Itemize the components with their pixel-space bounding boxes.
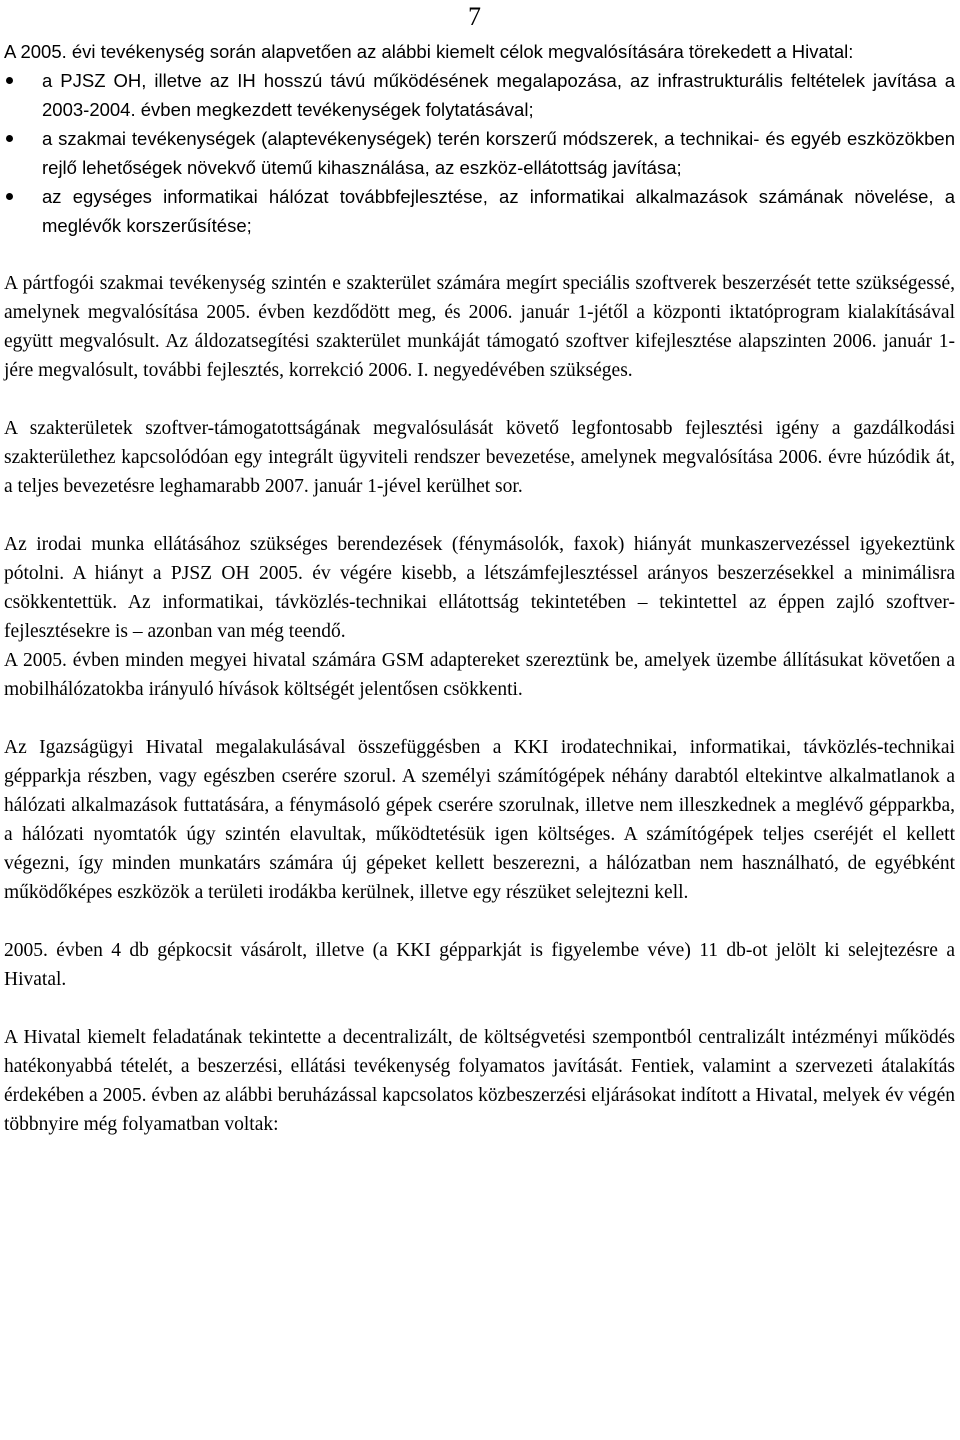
list-item [4,124,955,182]
bullet-icon [6,135,13,142]
paragraph-kki-equipment: Az Igazságügyi Hivatal megalakulásával összefüggésben a KKI irodatechnikai, informatikai, távközlés-technikai gépparkja részben, vagy egészben cserére szorul. A személyi számítógépek néhány darabtól eltekintve alkalmatlanok a hálózati alkalmazások futtatására, a fénymásoló gépek cserére szorulnak, illetve nem illeszkednek a meglévő gépparkba, a hálózati nyomtatók úgy szintén elavultak, működtetésük igen költséges. A számítógépek teljes cseréjét el kellett végezni, így minden munkatárs számára új gépeket kellett beszerezni, a hálózatban nem használható, de egyébként működőképes eszközök a területi irodákba kerülnek, illetve egy részüket selejtezni kell. [4,737,955,903]
list-item-text: a PJSZ OH, illetve az IH hosszú távú működésének megalapozása, az infrastrukturális feltételek javítása a 2003-2004. évben megkezdett tevékenységek folytatásával; [42,70,955,120]
paragraph-office-equipment: Az irodai munka ellátásához szükséges berendezések (fénymásolók, faxok) hiányát munkaszervezéssel igyekeztünk pótolni. A hiányt a PJSZ OH 2005. év végére kisebb, a létszámfejlesztéssel arányos beszerzésekkel a minimálisra csökkentettük. Az informatikai, távközlés-technikai ellátottság tekintetében – tekintettel az éppen zajló szoftver-fejlesztésekre is – azonban van még teendő. [4,534,955,642]
page-content [4,37,955,1139]
page-number: 7 [468,2,481,31]
goals-list [4,66,955,240]
list-item-text: a szakmai tevékenységek (alaptevékenységek) terén korszerű módszerek, a technikai- és egyéb eszközökben rejlő lehetőségek növekvő ütemű kihasználása, az eszköz-ellátottság javítása; [42,128,955,178]
intro-paragraph: A 2005. évi tevékenység során alapvetően az alábbi kiemelt célok megvalósítására törekedett a Hivatal: [4,41,854,62]
bullet-icon [6,77,13,84]
paragraph-procurement: A Hivatal kiemelt feladatának tekintette a decentralizált, de költségvetési szempontból centralizált intézményi működés hatékonyabbá tételét, a beszerzési, ellátási tevékenység folyamatos javítását. Fentiek, valamint a szervezeti átalakítás érdekében a 2005. évben az alábbi beruházással kapcsolatos közbeszerzési eljárásokat indított a Hivatal, melyek év végén többnyire még folyamatban voltak: [4,1027,955,1135]
list-item [4,66,955,124]
list-item-text: az egységes informatikai hálózat továbbfejlesztése, az informatikai alkalmazások számának növelése, a meglévők korszerűsítése; [42,186,955,236]
paragraph-gsm-adapters: A 2005. évben minden megyei hivatal számára GSM adaptereket szereztünk be, amelyek üzembe állításukat követően a mobilhálózatokba irányuló hívások költségét jelentősen csökkenti. [4,650,955,700]
paragraph-integrated-system: A szakterületek szoftver-támogatottságának megvalósulását követő legfontosabb fejlesztési igény a gazdálkodási szakterülethez kapcsolódóan egy integrált ügyviteli rendszer bevezetése, amelynek megvalósítása 2006. évre húzódik át, a teljes bevezetésre leghamarabb 2007. január 1-jével kerülhet sor. [4,418,955,497]
paragraph-vehicles: 2005. évben 4 db gépkocsit vásárolt, illetve (a KKI gépparkját is figyelembe véve) 11 db-ot jelölt ki selejtezésre a Hivatal. [4,940,955,990]
paragraph-probation-software: A pártfogói szakmai tevékenység szintén e szakterület számára megírt speciális szoftverek beszerzését tette szükségessé, amelynek megvalósítása 2005. évben kezdődött meg, és 2006. január 1-jétől a központi iktatóprogram kialakításával együtt megvalósult. Az áldozatsegítési szakterület munkáját támogató szoftver kifejlesztése alapszinten 2006. január 1-jére megvalósult, további fejlesztés, korrekció 2006. I. negyedévében szükséges. [4,273,955,381]
bullet-icon [6,193,13,200]
list-item [4,182,955,240]
